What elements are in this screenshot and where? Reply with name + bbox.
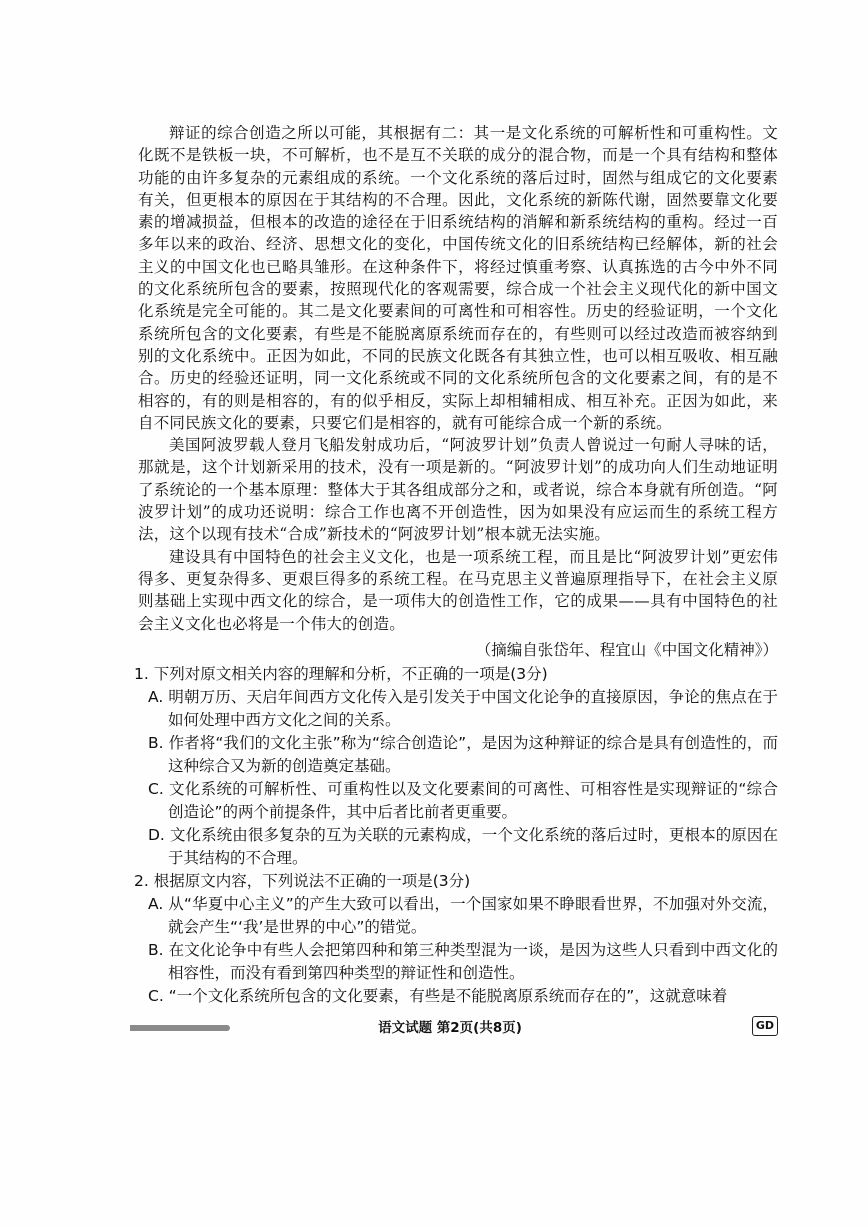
gd-logo-icon: GD [752, 1016, 778, 1036]
question-2-option-a: A. 从“华夏中心主义”的产生大致可以看出，一个国家如果不睁眼看世界，不加强对外交流，就会产生“‘我’是世界的中心”的错觉。 [148, 895, 778, 937]
question-1-option-b: B. 作者将“我们的文化主张”称为“综合创造论”，是因为这种辩证的综合是具有创造性的，而这种综合又为新的创造奠定基础。 [148, 734, 778, 776]
page-number-label: 语文试题 第2页(共8页) [378, 1020, 522, 1036]
question-2-option-b: B. 在文化论争中有些人会把第四种和第三种类型混为一谈，是因为这些人只看到中西文化的相容性，而没有看到第四种类型的辩证性和创造性。 [148, 941, 778, 983]
article-paragraph-3: 建设具有中国特色的社会主义文化，也是一项系统工程，而且是比“阿波罗计划”更宏伟得多、更复杂得多、更艰巨得多的系统工程。在马克思主义普遍原理指导下，在社会主义原则基础上实现中西文化的综合，是一项伟大的创造性工作，它的成果——具有中国特色的社会主义文化也必将是一个伟大的创造。 [138, 547, 778, 633]
question-1 [134, 663, 778, 870]
article-paragraph-1: 辩证的综合创造之所以可能，其根据有二：其一是文化系统的可解析性和可重构性。文化既不是铁板一块，不可解析，也不是互不关联的成分的混合物，而是一个具有结构和整体功能的由许多复杂的元素组成的系统。一个文化系统的落后过时，固然与组成它的文化要素有关，但更根本的原因在于其结构的不合理。因此，文化系统的新陈代谢，固然要靠文化要素的增减损益，但根本的改造的途径在于旧系统结构的消解和新系统结构的重构。经过一百多年以来的政治、经济、思想文化的变化，中国传统文化的旧系统结构已经解体，新的社会主义的中国文化也已略具雏形。在这种条件下，将经过慎重考察、认真拣选的古今中外不同的文化系统所包含的要素，按照现代化的客观需要，综合成一个社会主义现代化的新中国文化系统是完全可能的。其二是文化要素间的可离性和可相容性。历史的经验证明，一个文化系统所包含的文化要素，有些是不能脱离原系统而存在的，有些则可以经过改造而被容纳到别的文化系统中。正因为如此，不同的民族文化既各有其独立性，也可以相互吸收、相互融合。历史的经验还证明，同一文化系统或不同的文化系统所包含的文化要素之间，有的是不相容的，有的则是相容的，有的似乎相反，实际上却相辅相成、相互补充。正因为如此，来自不同民族文化的要素，只要它们是相容的，就有可能综合成一个新的系统。 [138, 124, 778, 432]
question-1-option-d: D. 文化系统由很多复杂的互为关联的元素构成，一个文化系统的落后过时，更根本的原因在于其结构的不合理。 [148, 826, 778, 868]
article-paragraph-2: 美国阿波罗载人登月飞船发射成功后，“阿波罗计划”负责人曾说过一句耐人寻味的话，那就是，这个计划新采用的技术，没有一项是新的。“阿波罗计划”的成功向人们生动地证明了系统论的一个基本原理：整体大于其各组成部分之和，或者说，综合本身就有所创造。“阿波罗计划”的成功还说明：综合工作也离不开创造性，因为如果没有应运而生的系统工程方法，这个以现有技术“合成”新技术的“阿波罗计划”根本就无法实施。 [138, 436, 778, 544]
question-2-stem: 2. 根据原文内容，下列说法不正确的一项是(3分) [134, 872, 471, 891]
question-2-option-c: C. “一个文化系统所包含的文化要素，有些是不能脱离原系统而存在的”，这就意味着 [148, 987, 728, 1006]
question-1-option-c: C. 文化系统的可解析性、可重构性以及文化要素间的可离性、可相容性是实现辩证的“综合创造论”的两个前提条件，其中后者比前者更重要。 [148, 780, 778, 822]
question-2 [134, 870, 778, 1008]
article-source: （摘编自张岱年、程宜山《中国文化精神》） [475, 640, 778, 659]
question-1-stem: 1. 下列对原文相关内容的理解和分析，不正确的一项是(3分) [134, 665, 548, 684]
page-footer [130, 1014, 775, 1038]
page-content [134, 122, 778, 1008]
question-1-option-a: A. 明朝万历、天启年间西方文化传入是引发关于中国文化论争的直接原因，争论的焦点在于如何处理中西方文化之间的关系。 [148, 688, 778, 730]
